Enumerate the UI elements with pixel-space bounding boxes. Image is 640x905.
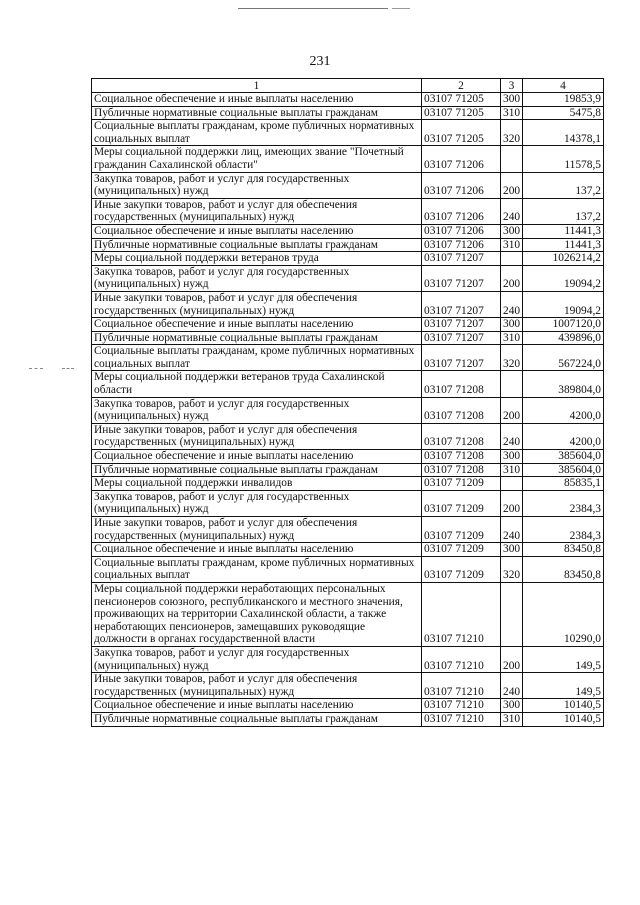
cell-amount: 137,2 [523,172,604,198]
cell-name: Социальное обеспечение и иные выплаты населению [92,318,422,332]
header-cell-name: 1 [92,79,422,93]
table-row [92,397,604,423]
cell-name: Социальные выплаты гражданам, кроме публичных нормативных социальных выплат [92,120,422,146]
cell-code: 03107 71208 [422,450,501,464]
table-row [92,423,604,449]
cell-code: 03107 71205 [422,106,501,120]
cell-name: Социальное обеспечение и иные выплаты населению [92,93,422,107]
table-row [92,345,604,371]
cell-name: Социальное обеспечение и иные выплаты населению [92,450,422,464]
cell-code: 03107 71210 [422,582,501,646]
cell-kind [501,582,523,646]
margin-mark [29,368,43,369]
cell-name: Публичные нормативные социальные выплаты гражданам [92,331,422,345]
cell-name: Закупка товаров, работ и услуг для государственных (муниципальных) нужд [92,397,422,423]
cell-kind: 300 [501,699,523,713]
cell-code: 03107 71207 [422,318,501,332]
cell-kind: 300 [501,224,523,238]
cell-kind: 320 [501,345,523,371]
cell-code: 03107 71207 [422,345,501,371]
table-row [92,450,604,464]
cell-kind: 320 [501,120,523,146]
table-row [92,224,604,238]
cell-code: 03107 71206 [422,146,501,172]
cell-kind: 200 [501,397,523,423]
cell-kind [501,371,523,397]
cell-amount: 19094,2 [523,291,604,317]
cell-kind: 320 [501,556,523,582]
cell-amount: 85835,1 [523,477,604,491]
cell-kind: 300 [501,450,523,464]
cell-kind: 310 [501,331,523,345]
cell-amount: 1007120,0 [523,318,604,332]
cell-kind: 240 [501,291,523,317]
cell-kind: 200 [501,490,523,516]
cell-name: Социальные выплаты гражданам, кроме публичных нормативных социальных выплат [92,556,422,582]
cell-name: Публичные нормативные социальные выплаты гражданам [92,712,422,726]
cell-amount: 10140,5 [523,712,604,726]
cell-kind [501,146,523,172]
header-row [92,79,604,93]
cell-amount: 385604,0 [523,450,604,464]
cell-kind: 310 [501,712,523,726]
cell-amount: 83450,8 [523,543,604,557]
table-row [92,490,604,516]
cell-code: 03107 71210 [422,712,501,726]
table-row [92,477,604,491]
table-row [92,93,604,107]
cell-name: Меры социальной поддержки инвалидов [92,477,422,491]
cell-kind: 240 [501,198,523,224]
cell-code: 03107 71209 [422,543,501,557]
table-row [92,646,604,672]
cell-kind: 200 [501,172,523,198]
cell-amount: 149,5 [523,646,604,672]
cell-amount: 2384,3 [523,517,604,543]
table-row [92,318,604,332]
cell-code: 03107 71207 [422,265,501,291]
cell-code: 03107 71210 [422,646,501,672]
cell-kind: 200 [501,265,523,291]
header-cell-amount: 4 [523,79,604,93]
cell-amount: 11578,5 [523,146,604,172]
cell-name: Закупка товаров, работ и услуг для государственных (муниципальных) нужд [92,490,422,516]
header-cell-code: 2 [422,79,501,93]
cell-kind: 300 [501,93,523,107]
cell-amount: 19853,9 [523,93,604,107]
table-row [92,120,604,146]
top-rule [238,8,388,9]
cell-amount: 14378,1 [523,120,604,146]
cell-kind [501,477,523,491]
cell-code: 03107 71206 [422,224,501,238]
cell-code: 03107 71209 [422,556,501,582]
cell-code: 03107 71208 [422,463,501,477]
cell-name: Закупка товаров, работ и услуг для государственных (муниципальных) нужд [92,646,422,672]
table-row [92,265,604,291]
cell-kind: 300 [501,543,523,557]
cell-name: Иные закупки товаров, работ и услуг для обеспечения государственных (муниципальных) нужд [92,423,422,449]
cell-name: Меры социальной поддержки ветеранов труда Сахалинской области [92,371,422,397]
cell-code: 03107 71209 [422,490,501,516]
cell-amount: 4200,0 [523,423,604,449]
cell-code: 03107 71209 [422,477,501,491]
cell-name: Иные закупки товаров, работ и услуг для обеспечения государственных (муниципальных) нужд [92,198,422,224]
cell-amount: 10290,0 [523,582,604,646]
table-body [92,93,604,727]
table-row [92,463,604,477]
cell-code: 03107 71207 [422,291,501,317]
cell-name: Иные закупки товаров, работ и услуг для обеспечения государственных (муниципальных) нужд [92,673,422,699]
cell-amount: 149,5 [523,673,604,699]
cell-amount: 19094,2 [523,265,604,291]
cell-name: Публичные нормативные социальные выплаты гражданам [92,463,422,477]
cell-code: 03107 71208 [422,423,501,449]
table-row [92,582,604,646]
cell-code: 03107 71205 [422,93,501,107]
cell-name: Закупка товаров, работ и услуг для государственных (муниципальных) нужд [92,172,422,198]
table-row [92,556,604,582]
cell-code: 03107 71208 [422,371,501,397]
cell-code: 03107 71206 [422,198,501,224]
cell-kind: 200 [501,646,523,672]
cell-name: Публичные нормативные социальные выплаты гражданам [92,238,422,252]
cell-kind: 310 [501,238,523,252]
table-row [92,371,604,397]
cell-amount: 83450,8 [523,556,604,582]
cell-name: Меры социальной поддержки ветеранов труда [92,252,422,266]
table-row [92,331,604,345]
cell-code: 03107 71207 [422,252,501,266]
cell-name: Социальное обеспечение и иные выплаты населению [92,224,422,238]
cell-name: Социальные выплаты гражданам, кроме публичных нормативных социальных выплат [92,345,422,371]
table-row [92,146,604,172]
cell-name: Меры социальной поддержки лиц, имеющих звание "Почетный гражданин Сахалинской области" [92,146,422,172]
page-number: 231 [309,54,331,69]
cell-code: 03107 71206 [422,172,501,198]
top-rule-fragment [392,8,410,9]
table-row [92,517,604,543]
cell-code: 03107 71208 [422,397,501,423]
header-cell-kind: 3 [501,79,523,93]
cell-amount: 2384,3 [523,490,604,516]
table-row [92,106,604,120]
cell-amount: 385604,0 [523,463,604,477]
cell-name: Иные закупки товаров, работ и услуг для обеспечения государственных (муниципальных) нужд [92,517,422,543]
cell-kind [501,252,523,266]
cell-code: 03107 71206 [422,238,501,252]
table-row [92,291,604,317]
table-row [92,543,604,557]
cell-name: Социальное обеспечение и иные выплаты населению [92,699,422,713]
cell-name: Социальное обеспечение и иные выплаты населению [92,543,422,557]
cell-amount: 137,2 [523,198,604,224]
cell-amount: 5475,8 [523,106,604,120]
table-row [92,252,604,266]
cell-code: 03107 71210 [422,699,501,713]
cell-name: Меры социальной поддержки неработающих персональных пенсионеров союзного, республиканского и местного значения, проживающих на территории Сахалинской области, а также неработающих пенсионеров, замещавших руководящие должности в органах государственной власти [92,582,422,646]
cell-kind: 240 [501,423,523,449]
cell-name: Иные закупки товаров, работ и услуг для обеспечения государственных (муниципальных) нужд [92,291,422,317]
table-row [92,712,604,726]
cell-kind: 310 [501,106,523,120]
cell-kind: 300 [501,318,523,332]
cell-amount: 567224,0 [523,345,604,371]
cell-name: Закупка товаров, работ и услуг для государственных (муниципальных) нужд [92,265,422,291]
table-row [92,238,604,252]
cell-amount: 4200,0 [523,397,604,423]
table-row [92,172,604,198]
cell-code: 03107 71209 [422,517,501,543]
cell-amount: 11441,3 [523,238,604,252]
table-row [92,673,604,699]
margin-mark [62,368,74,369]
cell-kind: 240 [501,673,523,699]
table-row [92,198,604,224]
cell-amount: 389804,0 [523,371,604,397]
cell-code: 03107 71207 [422,331,501,345]
cell-code: 03107 71210 [422,673,501,699]
table-row [92,699,604,713]
cell-amount: 439896,0 [523,331,604,345]
cell-amount: 11441,3 [523,224,604,238]
budget-table [91,78,604,727]
cell-amount: 1026214,2 [523,252,604,266]
cell-kind: 240 [501,517,523,543]
cell-code: 03107 71205 [422,120,501,146]
cell-amount: 10140,5 [523,699,604,713]
cell-kind: 310 [501,463,523,477]
cell-name: Публичные нормативные социальные выплаты гражданам [92,106,422,120]
